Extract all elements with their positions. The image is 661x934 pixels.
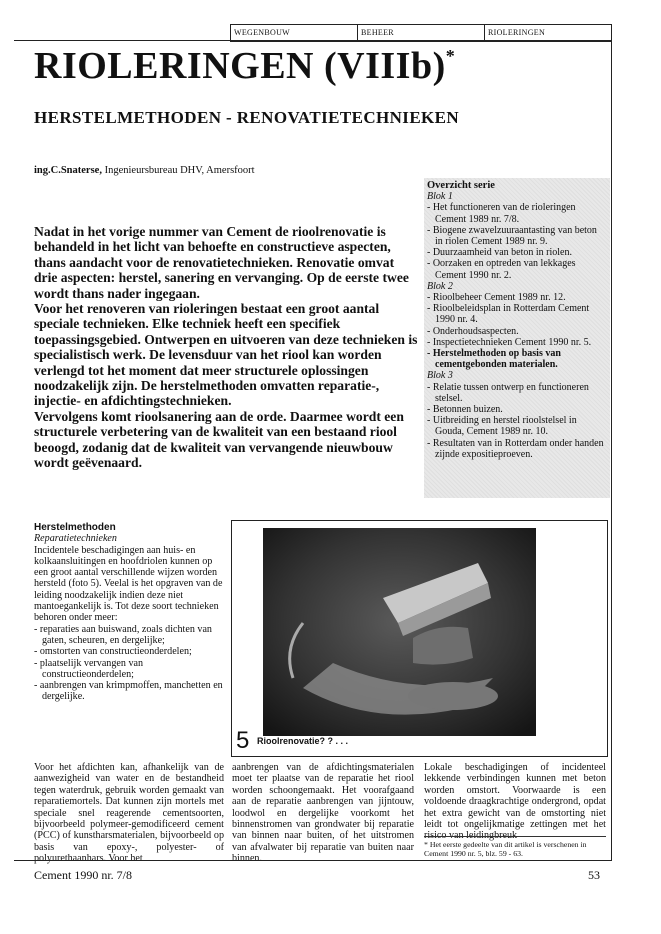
top-rule <box>14 40 612 41</box>
series-overview-box <box>424 178 610 498</box>
overview-item: - Relatie tussen ontwerp en functioneren stelsel. <box>427 381 589 404</box>
lead-paragraph: Voor het renoveren van rioleringen bestaat een groot aantal speciale technieken. Elke techniek heeft een specifiek toepassingsgebied. Ontwerpen en uitvoeren van deze technieken is specialistisch werk. De levensduur van het riool kan worden verlengd tot het moment dat meer structurele oplossingen noodzakelijk zijn. De herstelmethoden omvatten reparatie-, injectie- en afdichtingstechnieken. <box>34 301 418 409</box>
body-column-3: Lokale beschadigingen of incidenteel lekkende verbindingen kunnen met beton worden omstort. Voorwaarde is een voldoende draagkrachtige ondergrond, opdat het extra gewicht van de omstorting niet leidt tot ongelijkmatige zettingen met het risico van leidingbreuk <box>424 762 606 842</box>
overview-item: - Resultaten van in Rotterdam onder handen zijnde expositieproeven. <box>427 437 604 460</box>
right-rule <box>611 40 612 860</box>
photo-number: 5 <box>236 727 250 754</box>
author-line <box>34 165 255 176</box>
overview-item: - Duurzaamheid van beton in riolen. <box>427 247 572 259</box>
overview-item: - Betonnen buizen. <box>427 404 503 416</box>
photo-caption: Rioolrenovatie? ? . . . <box>257 736 349 746</box>
bullet-item: - reparaties aan buiswand, zoals dichten van gaten, scheuren, en dergelijke; <box>34 623 212 646</box>
blok-label: Blok 1 <box>427 191 453 203</box>
body-column-1: Voor het afdichten kan, afhankelijk van de aanwezigheid van water en de bestandheid tegen waterdruk, gebruik worden gemaakt van reparatiemortels. Dat kunnen zijn mortels met speciale snel reagerende cementsoorten, bijvoorbeeld polymeer-gemodificeerd cement (PCC) of kunstharsmaterialen, bijvoorbeeld op basis van epoxy-, polyester- of polyurethaanhars. Voor het <box>34 762 224 865</box>
overview-item: - Rioolbeleidsplan in Rotterdam Cement 1990 nr. 4. <box>427 303 590 326</box>
section-intro: Incidentele beschadigingen aan huis- en kolkaansluitingen en hoofdriolen kunnen op een groot aantal verschillende wijzen worden hersteld (foto 5). Veelal is het opgraven van de leiding noodzakelijk indien deze niet mantoegankelijk is. Tot deze soort technieken behoren onder meer: <box>34 544 223 624</box>
article-title: RIOLERINGEN (VIIIb)* <box>34 45 456 87</box>
author-affiliation: Ingenieursbureau DHV, Amersfoort <box>104 165 255 176</box>
page-number: 53 <box>588 868 600 882</box>
sewer-pipe-image <box>263 528 536 736</box>
overview-heading: Overzicht serie <box>427 180 495 191</box>
bullet-item: - omstorten van constructieonderdelen; <box>34 646 192 658</box>
overview-item: - Oorzaken en optreden van lekkages Cement 1990 nr. 2. <box>427 258 576 281</box>
section-heading: Herstelmethoden <box>34 522 116 533</box>
bullet-item: - aanbrengen van krimpmoffen, manchetten en dergelijke. <box>34 680 223 703</box>
author-name: ing.C.Snaterse, <box>34 165 102 176</box>
section-subheading: Reparatietechnieken <box>34 533 117 545</box>
tab-wegenbouw: WEGENBOUW <box>234 28 291 37</box>
footnote: * Het eerste gedeelte van dit artikel is verschenen in Cement 1990 nr. 5, blz. 59 - 63. <box>424 836 606 858</box>
tab-rioleringen: RIOLERINGEN <box>484 25 611 41</box>
lead-paragraph: Nadat in het vorige nummer van Cement de rioolrenovatie is behandeld in het licht van behoefte en constructieve aspecten, thans aandacht voor de renovatietechnieken. Renovatie omvat drie aspecten: herstel, sanering en vervanging. Op de eerste twee wordt thans nader ingegaan. <box>34 224 409 301</box>
journal-reference: Cement 1990 nr. 7/8 <box>34 868 132 882</box>
lead-paragraph: Vervolgens komt rioolsanering aan de orde. Daarmee wordt een structurele verbetering van de kwaliteit van een bestaand riool beoogd, zodanig dat de kwaliteit van vervangende nieuwbouw wordt geëvenaard. <box>34 408 404 471</box>
tab-beheer: BEHEER <box>357 25 484 41</box>
article-subtitle: HERSTELMETHODEN - RENOVATIETECHNIEKEN <box>34 108 460 127</box>
overview-item: - Uitbreiding en herstel rioolstelsel in Gouda, Cement 1989 nr. 10. <box>427 415 577 438</box>
blok-label: Blok 3 <box>427 370 453 382</box>
bullet-item: - plaatselijk vervangen van constructieonderdelen; <box>34 657 144 680</box>
overview-item: - Het functioneren van de rioleringen Cement 1989 nr. 7/8. <box>427 202 576 225</box>
overview-item: - Inspectietechnieken Cement 1990 nr. 5. <box>427 336 592 348</box>
overview-item: - Biogene zwavelzuuraantasting van beton in riolen Cement 1989 nr. 9. <box>427 224 597 248</box>
blok-label: Blok 2 <box>427 280 453 292</box>
section-herstelmethoden <box>34 522 226 703</box>
overview-item-current: - Herstelmethoden op basis van cementgebonden materialen. <box>427 348 561 371</box>
overview-item: - Onderhoudsaspecten. <box>427 325 519 337</box>
overview-item: - Rioolbeheer Cement 1989 nr. 12. <box>427 292 566 304</box>
lead-text <box>34 224 419 471</box>
footer-rule <box>14 860 612 861</box>
body-column-2: aanbrengen van de afdichtingsmaterialen moet ter plaatse van de reparatie het riool worden schoongemaakt. Het voorafgaand aan de reparatie aanbrengen van jijntouw, loodwol en dergelijke voorkomt het binnenstromen van grondwater bij reparatie van binnen naar buiten, of het uitstromen van afvalwater bij reparatie van buiten naar binnen. <box>232 762 414 865</box>
sewer-photo <box>263 528 536 736</box>
